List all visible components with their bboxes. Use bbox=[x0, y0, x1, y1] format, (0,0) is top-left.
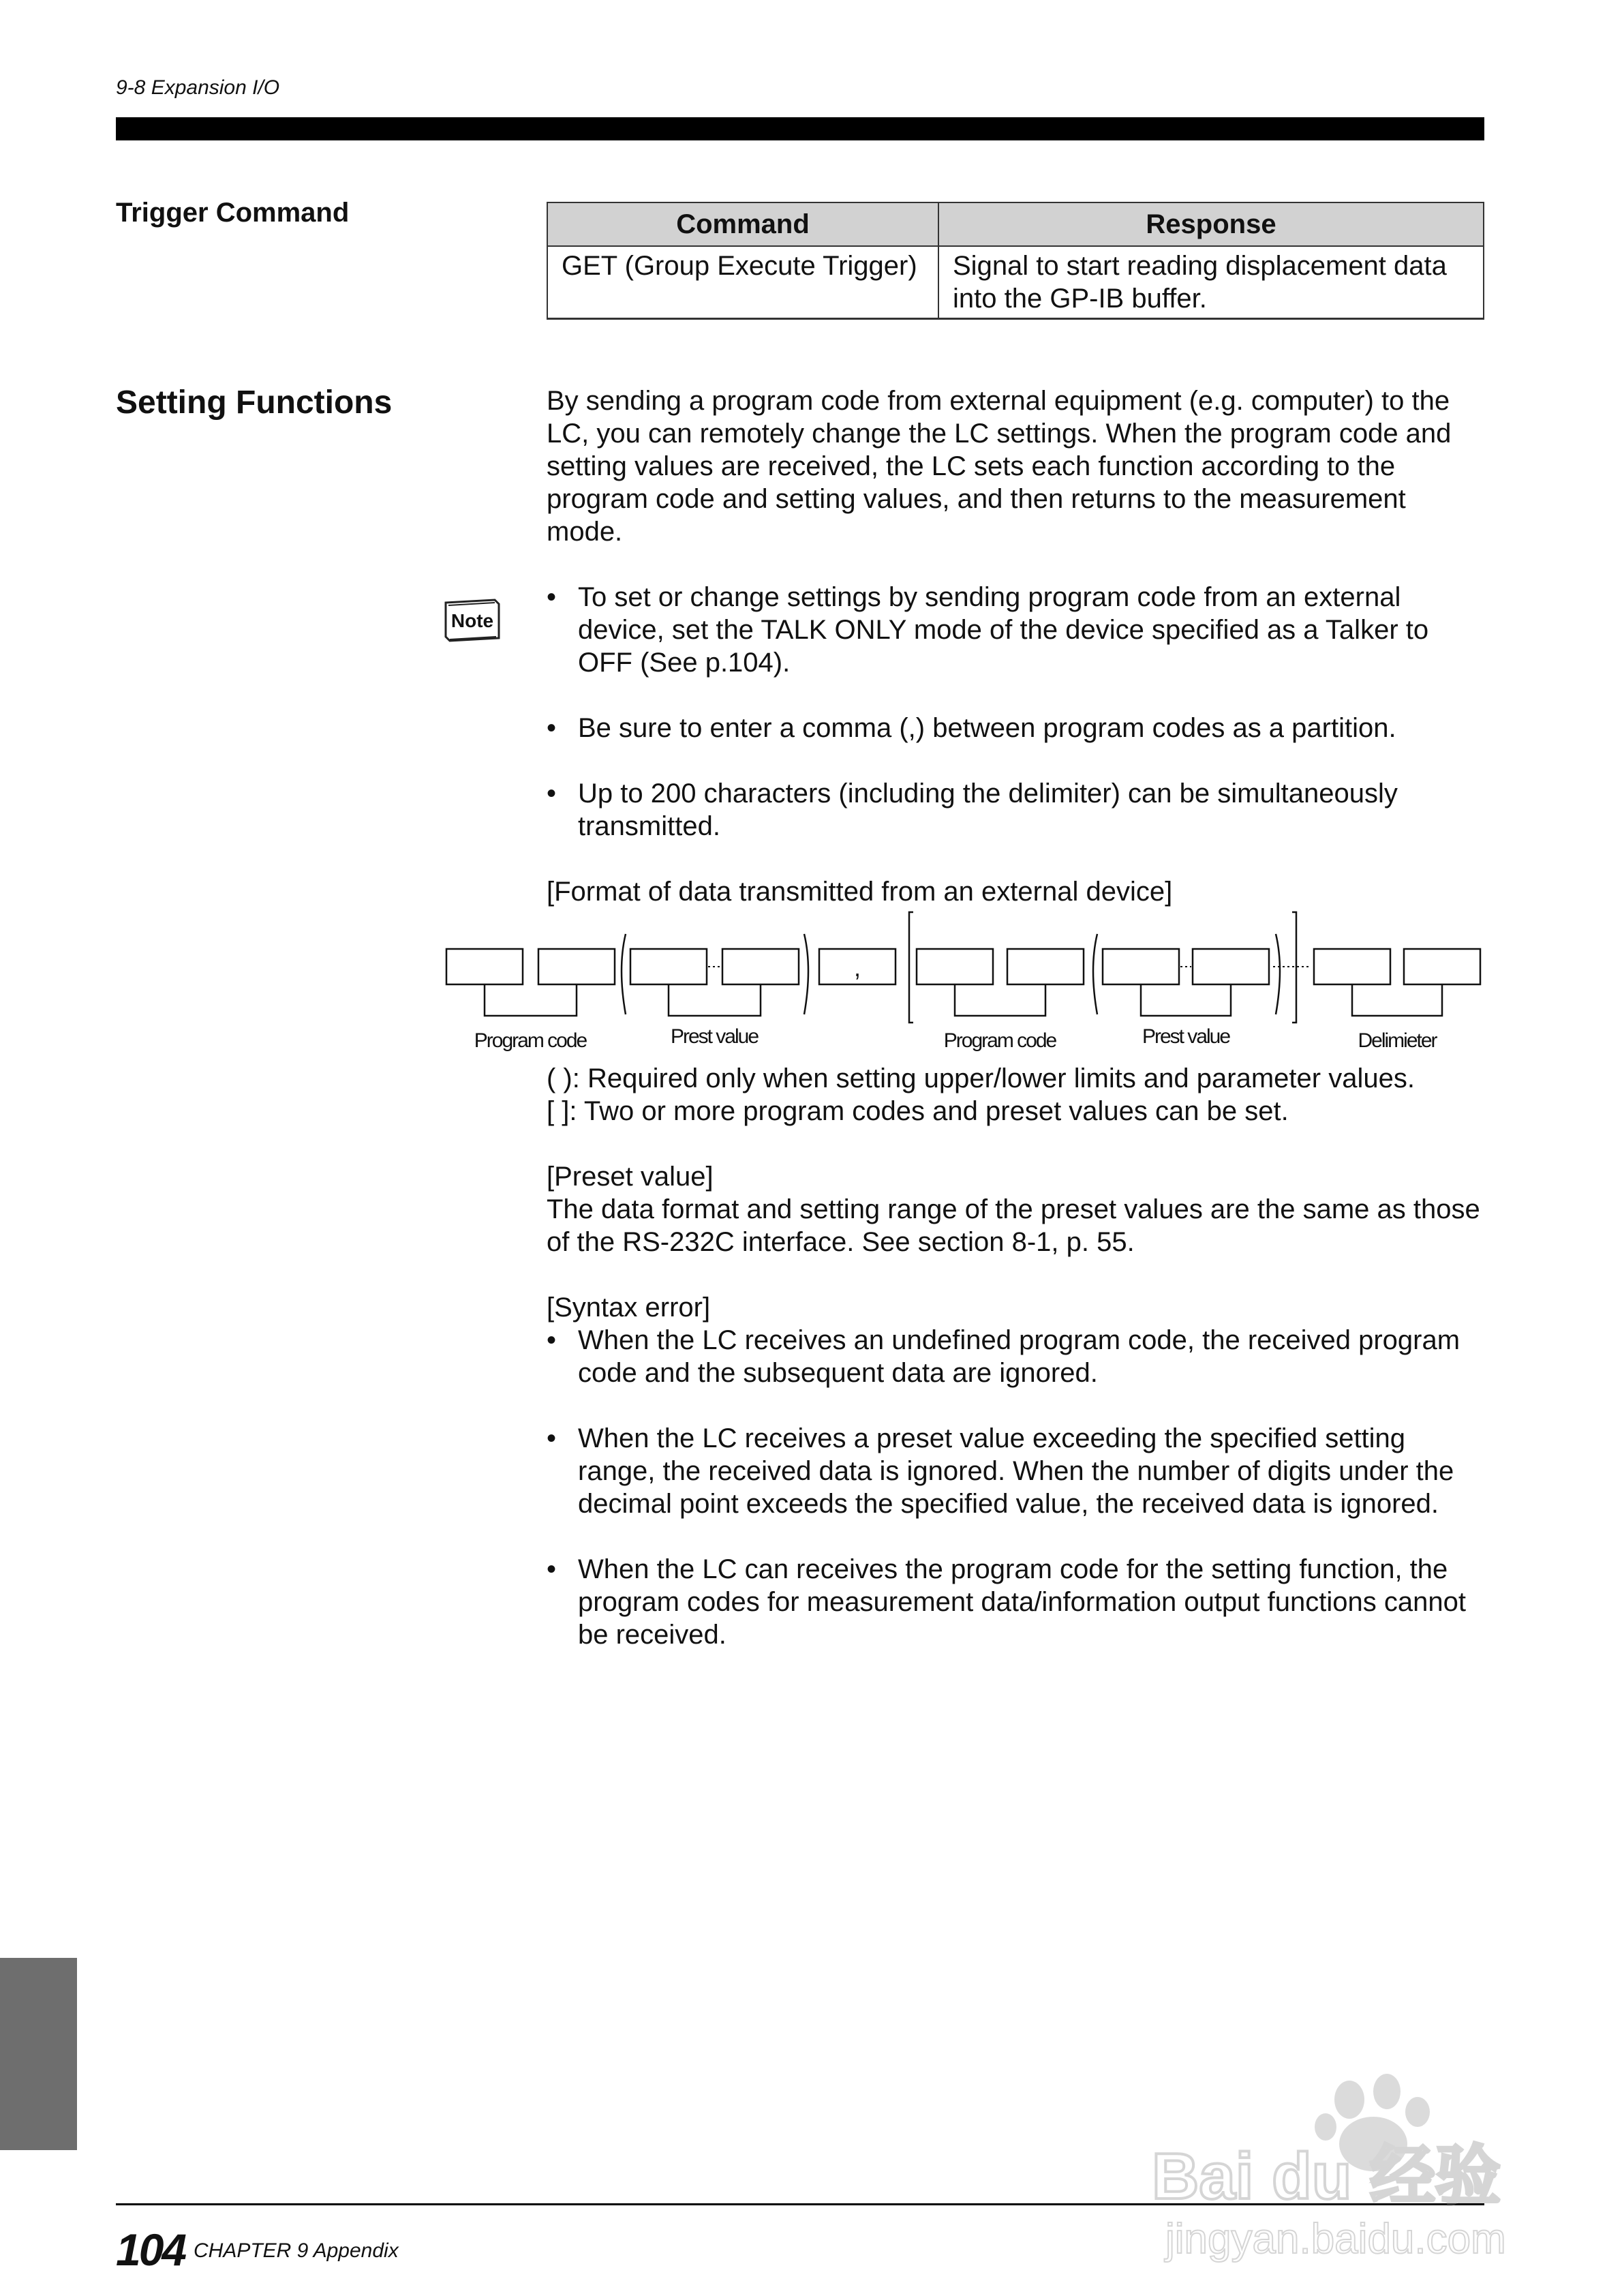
watermark-brand: Bai du 经验 bbox=[1152, 2140, 1501, 2213]
table-cell-response: Signal to start reading displacement data into the GP-IB buffer. bbox=[938, 246, 1484, 319]
diagram-label-delimiter: Delimieter bbox=[1358, 1029, 1437, 1052]
open-paren bbox=[622, 934, 626, 1014]
note-icon bbox=[442, 597, 503, 644]
delimiter-brace bbox=[1352, 984, 1442, 1016]
syntax-error-item: • When the LC receives an undefined program code, the received program code and the subsequent data are ignored. bbox=[547, 1324, 1487, 1389]
format-legend-and-rules bbox=[547, 1062, 1487, 1684]
diagram-label-program-code: Program code bbox=[474, 1029, 587, 1052]
note-item: • Be sure to enter a comma (,) between program codes as a partition. bbox=[547, 712, 1487, 744]
table-row bbox=[547, 246, 1484, 319]
syntax-error-item: • When the LC can receives the program code for the setting function, the program codes for measurement data/information output functions cannot be received. bbox=[547, 1553, 1487, 1651]
preset-value-brace bbox=[669, 984, 761, 1016]
preset-value-box bbox=[630, 949, 707, 984]
diagram-label-preset-value: Prest value bbox=[670, 1025, 759, 1048]
note-item: • To set or change settings by sending program code from an external device, set the TALK ONLY mode of the device specified as a Talker to OFF (See p.104). bbox=[547, 581, 1487, 679]
syntax-error-item: • When the LC receives a preset value exceeding the specified setting range, the received data is ignored. When the number of digits under the decimal point exceeds the specified value, the received data is ignored. bbox=[547, 1422, 1487, 1520]
table-header-command: Command bbox=[547, 202, 938, 246]
program-code-box bbox=[1007, 949, 1084, 984]
program-code-box bbox=[538, 949, 615, 984]
trigger-command-table bbox=[547, 202, 1484, 320]
diagram-comma: , bbox=[853, 954, 861, 982]
note-item: • Up to 200 characters (including the delimiter) can be simultaneously transmitted. bbox=[547, 777, 1487, 843]
preset-value-box bbox=[1193, 949, 1269, 984]
preset-value-title: [Preset value] bbox=[547, 1162, 714, 1192]
page-number: 104 bbox=[116, 2224, 185, 2275]
close-paren bbox=[804, 934, 808, 1014]
legend-repeat: [ ]: Two or more program codes and preset values can be set. bbox=[547, 1096, 1289, 1126]
preset-value-brace bbox=[1141, 984, 1231, 1016]
table-header-response: Response bbox=[938, 202, 1484, 246]
note-icon-label: Note bbox=[450, 610, 494, 631]
preset-value-box bbox=[722, 949, 799, 984]
format-title: [Format of data transmitted from an external device] bbox=[547, 877, 1173, 907]
open-paren bbox=[1093, 934, 1097, 1014]
close-paren bbox=[1276, 934, 1280, 1014]
program-code-brace bbox=[485, 984, 577, 1016]
diagram-label-preset-value: Prest value bbox=[1142, 1025, 1230, 1048]
chapter-thumb-tab bbox=[0, 1958, 77, 2150]
delimiter-box bbox=[1314, 949, 1390, 984]
watermark-url: jingyan.baidu.com bbox=[1165, 2216, 1506, 2263]
format-diagram bbox=[443, 907, 1486, 1070]
setting-functions-body bbox=[547, 384, 1487, 908]
baidu-watermark bbox=[1124, 2059, 1547, 2263]
diagram-label-program-code: Program code bbox=[943, 1029, 1056, 1052]
syntax-error-title: [Syntax error] bbox=[547, 1293, 711, 1323]
chapter-label: CHAPTER 9 Appendix bbox=[194, 2239, 399, 2262]
preset-value-text: The data format and setting range of the preset values are the same as those of the RS-232C interface. See section 8-1, p. 55. bbox=[547, 1194, 1480, 1257]
program-code-box bbox=[917, 949, 993, 984]
intro-paragraph: By sending a program code from external equipment (e.g. computer) to the LC, you can remotely change the LC settings. When the program code and setting values are received, the LC sets each function according to the program code and setting values, and then returns to the measurement mode. bbox=[547, 386, 1452, 547]
trigger-command-heading: Trigger Command bbox=[116, 198, 350, 228]
delimiter-box bbox=[1404, 949, 1480, 984]
open-bracket bbox=[909, 912, 913, 1023]
setting-functions-heading: Setting Functions bbox=[116, 384, 393, 421]
legend-required: ( ): Required only when setting upper/lower limits and parameter values. bbox=[547, 1063, 1415, 1093]
table-cell-command: GET (Group Execute Trigger) bbox=[547, 246, 938, 319]
preset-value-box bbox=[1103, 949, 1179, 984]
program-code-box bbox=[446, 949, 523, 984]
running-header: 9-8 Expansion I/O bbox=[116, 76, 280, 99]
table-header-row bbox=[547, 202, 1484, 246]
header-rule bbox=[116, 117, 1484, 140]
program-code-brace bbox=[955, 984, 1045, 1016]
